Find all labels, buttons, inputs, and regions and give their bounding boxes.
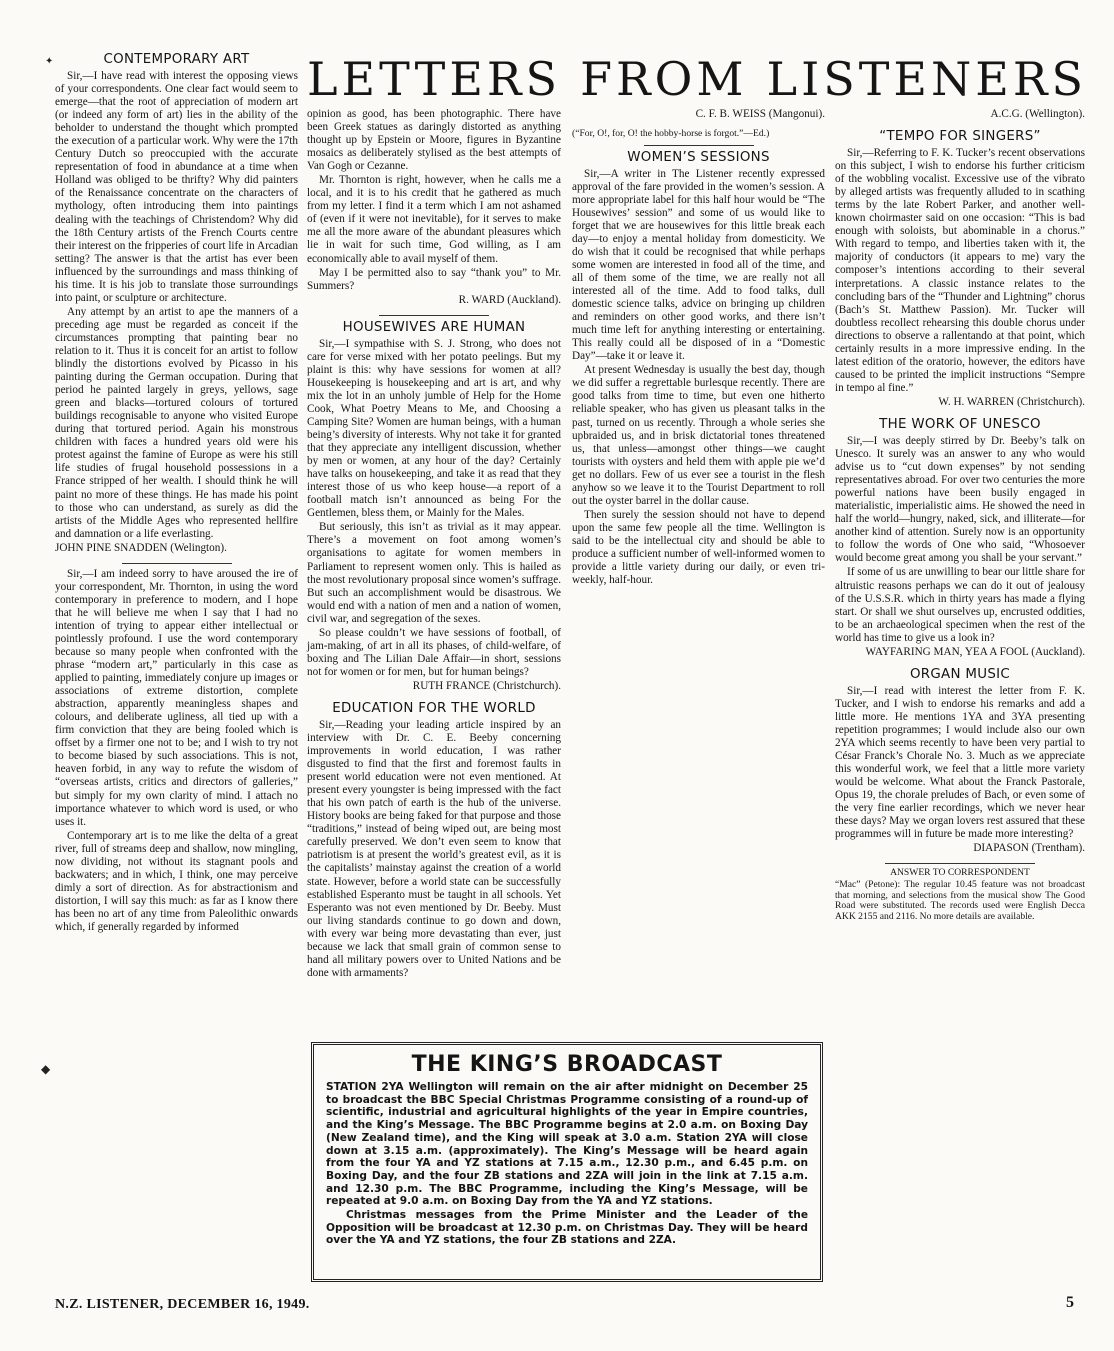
letter-paragraph: Sir,—Referring to F. K. Tucker’s recent observations on this subject, I wish to endorse his further criticism of the wobbling vocalist. Excessive use of the vibrato by alleged artists was frequently alluded to in scathing terms by the late Robert Parker, and another well-known choirmaster said on one occasion: “This is bad enough with soloists, but abominable in a chorus.” With regard to tempo, and liberties taken with it, the majority of conductors (it appears to me) vary the composer’s intentions according to their several interpretations. A classic instance relates to the concluding bars of the “Thunder and Lightning” chorus (Bach’s St. Matthew Passion). Mr. Tucker will doubtless recollect rehearsing this double chorus under directions to observe a rallentando at that point, which certainly results in a more impressive ending. In the latest edition of the oratorio, however, the editors have caused to be printed the implicit instructions “Sempre in tempo al fine.” [835, 147, 1085, 394]
answer-heading: ANSWER TO CORRESPONDENT [890, 867, 1030, 879]
letter-paragraph: Sir,—A writer in The Listener recently expressed approval of the fare provided in the women’s session. A more appropriate label for this half hour would be “The Housewives’ session” and some of us would like to forget that we are housewives for this little break each day—to enjoy a mental holiday from domesticity. We do wish that it could be recognised that while perhaps some women are interested in food all of the time, and all of them some of the time, we are really not all interested all of the time. Add to food talks, dull domestic science talks, advice on bringing up children and reminders on other good works, and there isn’t much time left for anything interesting or entertaining. This really could all be disposed of in a “Domestic Day”—take it or leave it. [572, 167, 825, 363]
answer-text: “Mac” (Petone): The regular 10.45 feature was not broadcast that morning, and selections from the musical show The Good Road were substituted. The records used were English Decca AKK 2155 and 2116. No more details are available. [835, 878, 1085, 922]
column-4 [835, 108, 1085, 1308]
letter-signature: JOHN PINE SNADDEN (Welington). [55, 541, 227, 554]
letter-heading-tempo: “TEMPO FOR SINGERS” [879, 129, 1041, 145]
letter-paragraph: But seriously, this isn’t as trivial as it may appear. There’s a movement on foot among women’s organisations to agitate for women members in Parliament to represent women only. This is hailed as the most revolutionary proposal since women’s suffrage. But such an accomplishment would be disastrous. We would end with a nation of men and a nation of women, civil war, and segregation of the sexes. [307, 521, 561, 625]
letter-signature: C. F. B. WEISS (Mangonui). [695, 108, 825, 120]
letter-paragraph: opinion as good, has been photographic. There have been Greek statues as daringly distorted as anything thought up by Epstein or Moore, figures in Byzantine mosaics as deliberately stylised as the best attempts of Van Gogh or Cezanne. [307, 108, 561, 173]
letter-heading-unesco: THE WORK OF UNESCO [879, 416, 1041, 432]
letter-signature: DIAPASON (Trentham). [973, 842, 1085, 855]
letter-paragraph: Then surely the session should not have to depend upon the same few people all the time. Wellington is said to be the intellectual city and should be able to produce a sufficient number of well-informed women to provide a little variety during our daily, or even tri-weekly, half-hour. [572, 508, 825, 587]
letter-paragraph: May I be permitted also to say “thank you” to Mr. Summers? [307, 266, 561, 292]
editor-note: (“For, O!, for, O! the hobby-horse is forgot.”—Ed.) [572, 128, 770, 140]
letter-signature: A.C.G. (Wellington). [990, 108, 1085, 120]
kings-broadcast-paragraph: STATION 2YA Wellington will remain on the air after midnight on December 25 to broadcast the BBC Special Christmas Programme consisting of a round-up of scientific, industrial and agricultural highlights of the year in Empire countries, and the King’s Message. The BBC Programme begins at 2.0 a.m. on Boxing Day (New Zealand time), and the King will speak at 3.0 a.m. Station 2YA will close down at 3.15 a.m. (approximately). The King’s Message will be heard again from the four YA and YZ stations at 7.15 a.m., 12.30 p.m., and 6.45 p.m. on Boxing Day, and the four ZB stations and 2ZA will join in the link at 7.15 a.m. and 12.30 p.m. The BBC Programme, including the King’s Message, will be repeated at 9.0 a.m. on Boxing Day from the YA and YZ stations. [326, 1081, 808, 1208]
letter-paragraph: Sir,—I have read with interest the opposing views of your correspondents. One clear fact would seem to emerge—that the root of appreciation of modern art (or indeed any form of art) lies in the ability of the beholder to understand the thought which prompted the execution of a particular work. Why were the 17th Century Dutch so preoccupied with the accurate representation of food in abundance at a time when Holland was obliged to be thrifty? Why did painters of the Renaissance concentrate on the characters of mythology, often introducing them into paintings dealing with the teachings of Christendom? Why did the 18th Century artists of the French Courts centre their interest on the fripperies of court life in Arcadian setting? The answer is that the artist has ever been influenced by the surroundings and mass thinking of his time. It is his job to translate those surroundings into paint, or sculpture or architecture. [55, 70, 298, 304]
divider [122, 563, 232, 564]
letter-paragraph: Any attempt by an artist to ape the manners of a preceding age must be regarded as conceit if the circumstances prompting that painting bear no relation to it. Thus it is conceit for an artist to follow blindly the distortions evolved by Picasso in his painting during the German occupation. During that period he painted largely in greys, yellows, sage green and blacks—tortured colours of tortured buildings recognisable to anyone who visited Europe during that tortured period. Again his monstrous children with faces a hundred years old were his protest against the famine of Europe as were his still life studies of frugal household possessions in a France stripped of her wealth. I should think he will paint no more of these things. He has made his point to those who can understand, as surely as did the artists of the Middle Ages who represented hellfire and damnation or a life everlasting. [55, 305, 298, 540]
letter-signature: WAYFARING MAN, YEA A FOOL (Auckland). [865, 645, 1085, 658]
letter-paragraph: Sir,—I was deeply stirred by Dr. Beeby’s talk on Unesco. It surely was an answer to any who would advise us to “cut down expenses” by not sending representatives abroad. For over two centuries the more powerful nations have been busily engaged in materialistic, imperialistic aims. He showed the need in half the world—hungry, naked, sick, and illiterate—for another kind of attention. Surely now is an opportunity to follow the words of One who said, “Whosoever would become great among you shall be your servant.” [835, 434, 1085, 565]
divider [885, 863, 1035, 864]
kings-broadcast-box [311, 1042, 823, 1282]
masthead-word-1: LETTERS [307, 52, 562, 106]
letter-paragraph: Mr. Thornton is right, however, when he calls me a local, and it is to his credit that he gathered as much from my letter. I find it a term which I am not ashamed of (even if it were not inevitable), for it serves to make me all the more aware of the abundant pleasures which lie in wait for such time, God willing, as I am economically able to avail myself of them. [307, 174, 561, 265]
print-mark-icon: ◆ [41, 1062, 51, 1076]
letter-paragraph: Sir,—I read with interest the letter from F. K. Tucker, and I wish to endorse his remarks and add a little more. He mentions 1YA and 3YA presenting repetition programmes; I would include also our own 2YA which seems recently to have been very partial to César Franck’s Chorale No. 3. Much as we appreciate this wonderful work, we feel that a little more variety would be welcome. What about the Franck Pastorale, Opus 19, the chorale preludes of Bach, or even some of the very fine earlier recordings, which we never hear these days? May we organ lovers rest assured that these programmes will in future be made more interesting? [835, 684, 1085, 841]
divider [379, 315, 489, 316]
letter-paragraph: If some of us are unwilling to bear our little share for altruistic reasons perhaps we can do it out of jealousy of the U.S.S.R. which in thirty years has made a flying start. Or shall we shut ourselves up, encrusted oddities, to be an archaeological specimen when the rest of the world has time to give us a look in? [835, 566, 1085, 644]
letter-paragraph: Sir,—Reading your leading article inspired by an interview with Dr. C. E. Beeby concerning improvements in world education, I was rather disgusted to find that the first and foremost faults in present world education were not even mentioned. At present every youngster is being impressed with the fact that his own patch of earth is the hub of the universe. History books are being faked for that purpose and those “traditions,” instead of being wiped out, are being most carefully preserved. We don’t even seem to know that patriotism is at present the world’s greatest evil, as it is the capitalists’ mainstay against the creation of a world state. However, before a world state can be successfully established Esperanto must be taught in all schools. Yet Esperanto was not even mentioned by Dr. Beeby. Must our living standards continue to go down and down, with every war being more devastating than ever, just because we lack that small grain of common sense to hand all military powers over to United Nations and be done with armaments? [307, 718, 561, 979]
divider [644, 145, 754, 146]
letter-heading-housewives: HOUSEWIVES ARE HUMAN [342, 319, 526, 335]
letter-heading-womens-sessions: WOMEN’S SESSIONS [627, 149, 770, 165]
letter-signature: RUTH FRANCE (Christchurch). [412, 679, 561, 692]
letter-paragraph: Sir,—I am indeed sorry to have aroused the ire of your correspondent, Mr. Thornton, in using the word contemporary in preference to modern, and I hope that he will believe me when I say that I had no intention of trying to appear either intellectual or pointlessly profound. I use the word contemporary because so many people when confronted with the phrase “modern art,” particularly in this case as applied to painting, immediately conjure up images or associations of extreme distortion, complete abstraction, apparently meaningless shapes and colours, and deliberate ugliness, all tied up with a firm conviction that they are being fooled which is offset by a firmer one not to be; and I wish to try not to become biased by such associations. This is not, heaven forbid, in any way to refute the wisdom of “overseas artists, critics and directors of galleries,” but simply for my own clarity of mind. I attach no importance whatever to which word is used, or who uses it. [55, 567, 298, 828]
letter-signature: W. H. WARREN (Christchurch). [938, 395, 1085, 408]
column-1 [55, 50, 298, 1300]
page-number: 5 [1066, 1294, 1074, 1311]
kings-broadcast-paragraph: Christmas messages from the Prime Minister and the Leader of the Opposition will be broadcast at 12.30 p.m. on Christmas Day. They will be heard over the YA and YZ stations, the four ZB stations and 2ZA. [326, 1209, 808, 1247]
letter-paragraph: At present Wednesday is usually the best day, though we did suffer a regrettable burlesque recently. There are good talks from time to time, but even one hitherto reliable speaker, who has given us pleasant talks in the past, turned on us recently. Through a whole series she upbraided us, and in brisk dictatorial tones threatened us, that unless—amongst other things—we caught tourists with oysters and held them with apple pie we’d get no dollars. Few of us ever see a tourist in the flesh anyhow so we leave it to the Tourist Department to roll out the oyster barrel in the dollar cause. [572, 364, 825, 507]
letter-paragraph: Contemporary art is to me like the delta of a great river, full of streams deep and shallow, now mingling, now dividing, not without its stagnant pools and backwaters; and in which, I think, one may perceive dimly a sort of direction. As for abstractionism and distortion, I will say this much: as far as I know there has been no art of any time from Paleolithic onwards which, if generally regarded by informed [55, 829, 298, 933]
kings-broadcast-heading: THE KING’S BROADCAST [411, 1052, 723, 1077]
letter-paragraph: Sir,—I sympathise with S. J. Strong, who does not care for verse mixed with her potato peelings. But my plaint is this: why have sessions for women at all? Housekeeping is housekeeping and art is art, and why mix the lot in an unholy jumble of Help for the Home Cook, What Poetry Means to Me, and Choosing a Camping Site? Women are human beings, with a human being’s diversity of interests. Why not take it for granted that they appreciate any intelligent discussion, whether by men or women, at any hour of the day? Certainly have talks on housekeeping, and take it as read that they interest those of us who keep house—a report of a football match isn’t announced as being For the Gentlemen, bless them, or Mainly for the Males. [307, 337, 561, 520]
masthead-word-3: LISTENERS [766, 52, 1087, 106]
publication-footer: N.Z. LISTENER, DECEMBER 16, 1949. [55, 1297, 310, 1312]
letter-paragraph: So please couldn’t we have sessions of football, of jam-making, of art in all its phases, of child-welfare, of boxing and The Lilian Dale Affair—in short, sessions not for women or for men, but for human beings? [307, 626, 561, 678]
letter-heading-contemporary-art: CONTEMPORARY ART [103, 52, 250, 67]
column-3 [572, 108, 825, 934]
column-2 [307, 108, 561, 979]
letter-heading-organ: ORGAN MUSIC [909, 666, 1011, 682]
letter-heading-education: EDUCATION FOR THE WORLD [332, 700, 536, 716]
print-mark-icon: ✦ [45, 56, 54, 67]
letter-signature: R. WARD (Auckland). [458, 293, 561, 306]
masthead-title [307, 54, 1087, 104]
masthead-word-2: FROM [580, 52, 748, 106]
